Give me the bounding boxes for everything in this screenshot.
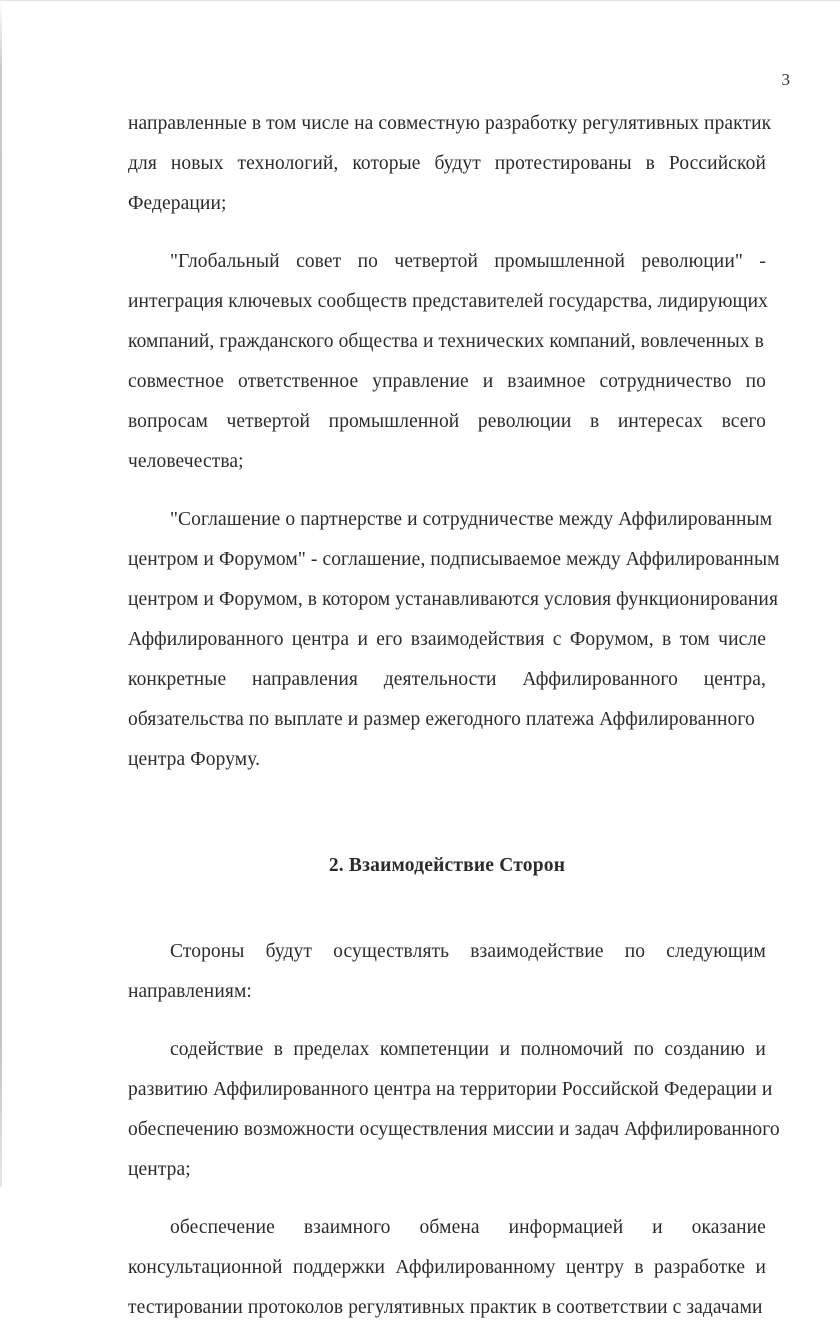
word: четвертой — [394, 251, 478, 272]
word: в — [634, 1257, 644, 1278]
word: взаимное — [507, 371, 586, 392]
document-text-column — [128, 104, 780, 1328]
word: совместное — [128, 371, 225, 392]
word: революции — [477, 411, 572, 432]
heading-spacer-before — [128, 798, 766, 846]
word: интересах — [617, 411, 704, 432]
word: поддержки — [292, 1257, 386, 1278]
word: по — [624, 941, 646, 962]
word: полномочий — [520, 1039, 624, 1060]
word: центру — [565, 1257, 624, 1278]
text-line: обязательства по выплате и размер ежегодного платежа Аффилированного — [128, 709, 755, 730]
word: и — [652, 1217, 663, 1238]
text-line: центром и Форумом" - соглашение, подписываемое между Аффилированным — [128, 549, 780, 570]
word: "Глобальный — [170, 251, 280, 272]
text-line: центром и Форумом, в котором устанавливаются условия функционирования — [128, 589, 779, 610]
word: числе — [718, 629, 766, 650]
paragraph-spacer — [128, 482, 766, 500]
text-line — [128, 620, 766, 660]
word: оказание — [691, 1217, 766, 1238]
word: и — [755, 1039, 766, 1060]
word: взаимодействие — [470, 941, 604, 962]
text-line: развитию Аффилированного центра на территории Российской Федерации и — [128, 1079, 773, 1100]
paragraph — [128, 1208, 766, 1328]
scan-edge-top — [0, 0, 840, 1]
text-line — [128, 242, 766, 282]
word: управление — [372, 371, 469, 392]
text-line: обеспечению возможности осуществления миссии и задач Аффилированного — [128, 1119, 780, 1140]
word: ответственное — [238, 371, 359, 392]
word: протестированы — [494, 153, 632, 174]
word: и — [482, 371, 494, 392]
text-line — [128, 1208, 766, 1248]
word: центра — [291, 629, 350, 650]
word: взаимодействия — [410, 629, 545, 650]
text-line: направлениям: — [128, 981, 252, 1002]
word: Форумом, — [569, 629, 654, 650]
text-line: центра Форуму. — [128, 749, 261, 770]
word: в — [662, 629, 672, 650]
paragraph — [128, 104, 772, 224]
word: информацией — [508, 1217, 624, 1238]
text-line: человечества; — [128, 451, 244, 472]
text-line: "Соглашение о партнерстве и сотрудничестве между Аффилированным — [170, 509, 773, 530]
word: всего — [721, 411, 766, 432]
paragraph-spacer — [128, 1012, 766, 1030]
word: промышленной — [494, 251, 626, 272]
word: обмена — [419, 1217, 480, 1238]
word: революции" — [641, 251, 743, 272]
word: совет — [296, 251, 342, 272]
paragraph — [128, 932, 766, 1012]
word: разработке — [654, 1257, 746, 1278]
word: центра, — [703, 669, 766, 690]
word: том — [679, 629, 710, 650]
word: Аффилированного — [522, 669, 678, 690]
word: которые — [352, 153, 421, 174]
word: новых — [170, 153, 224, 174]
word: Аффилированного — [128, 629, 284, 650]
word: для — [128, 153, 157, 174]
word: по — [745, 371, 766, 392]
text-line — [128, 362, 766, 402]
text-line — [128, 660, 766, 700]
paragraph-spacer — [128, 1190, 766, 1208]
word: и — [357, 629, 368, 650]
word: направления — [252, 669, 358, 690]
word: содействие — [170, 1039, 264, 1060]
text-line: интеграция ключевых сообществ представителей государства, лидирующих — [128, 291, 769, 312]
word: осуществлять — [333, 941, 450, 962]
text-line: Федерации; — [128, 193, 227, 214]
word: пределах — [293, 1039, 370, 1060]
word: следующим — [666, 941, 766, 962]
word: и — [755, 1257, 766, 1278]
word: - — [759, 251, 766, 272]
word: будут — [434, 153, 481, 174]
page-number: 3 — [781, 70, 790, 89]
word: вопросам — [128, 411, 208, 432]
text-line: компаний, гражданского общества и технических компаний, вовлеченных в — [128, 331, 764, 352]
word: конкретные — [128, 669, 227, 690]
heading-spacer-after — [128, 886, 766, 932]
section-heading: 2. Взаимодействие Сторон — [328, 855, 566, 876]
word: четвертой — [226, 411, 311, 432]
word: технологий, — [237, 153, 339, 174]
word: по — [357, 251, 379, 272]
word: в — [645, 153, 655, 174]
text-line: направленные в том числе на совместную разработку регулятивных практик — [128, 113, 772, 134]
word: Российской — [668, 153, 766, 174]
word: компетенции — [379, 1039, 490, 1060]
scan-edge-left — [0, 0, 2, 1187]
paragraph — [128, 1030, 780, 1190]
word: консультационной — [128, 1257, 283, 1278]
paragraph-spacer — [128, 780, 766, 798]
word: сотрудничество — [599, 371, 732, 392]
paragraph — [128, 500, 780, 780]
text-line — [128, 1248, 766, 1288]
text-line — [128, 932, 766, 972]
word: созданию — [664, 1039, 745, 1060]
word: и — [499, 1039, 511, 1060]
word: в — [589, 411, 600, 432]
word: Стороны — [170, 941, 245, 962]
word: промышленной — [328, 411, 460, 432]
word: Аффилированному — [395, 1257, 556, 1278]
text-line: тестировании протоколов регулятивных практик в соответствии с задачами — [128, 1297, 763, 1318]
paragraph-spacer — [128, 224, 766, 242]
word: деятельности — [383, 669, 497, 690]
word: в — [273, 1039, 284, 1060]
text-line — [128, 1030, 766, 1070]
paragraph — [128, 242, 769, 482]
word: его — [376, 629, 403, 650]
word: обеспечение — [170, 1217, 275, 1238]
word: по — [633, 1039, 655, 1060]
word: с — [552, 629, 562, 650]
word: взаимного — [303, 1217, 391, 1238]
text-line — [128, 144, 766, 184]
text-line: центра; — [128, 1159, 191, 1180]
text-line — [128, 402, 766, 442]
word: будут — [265, 941, 313, 962]
